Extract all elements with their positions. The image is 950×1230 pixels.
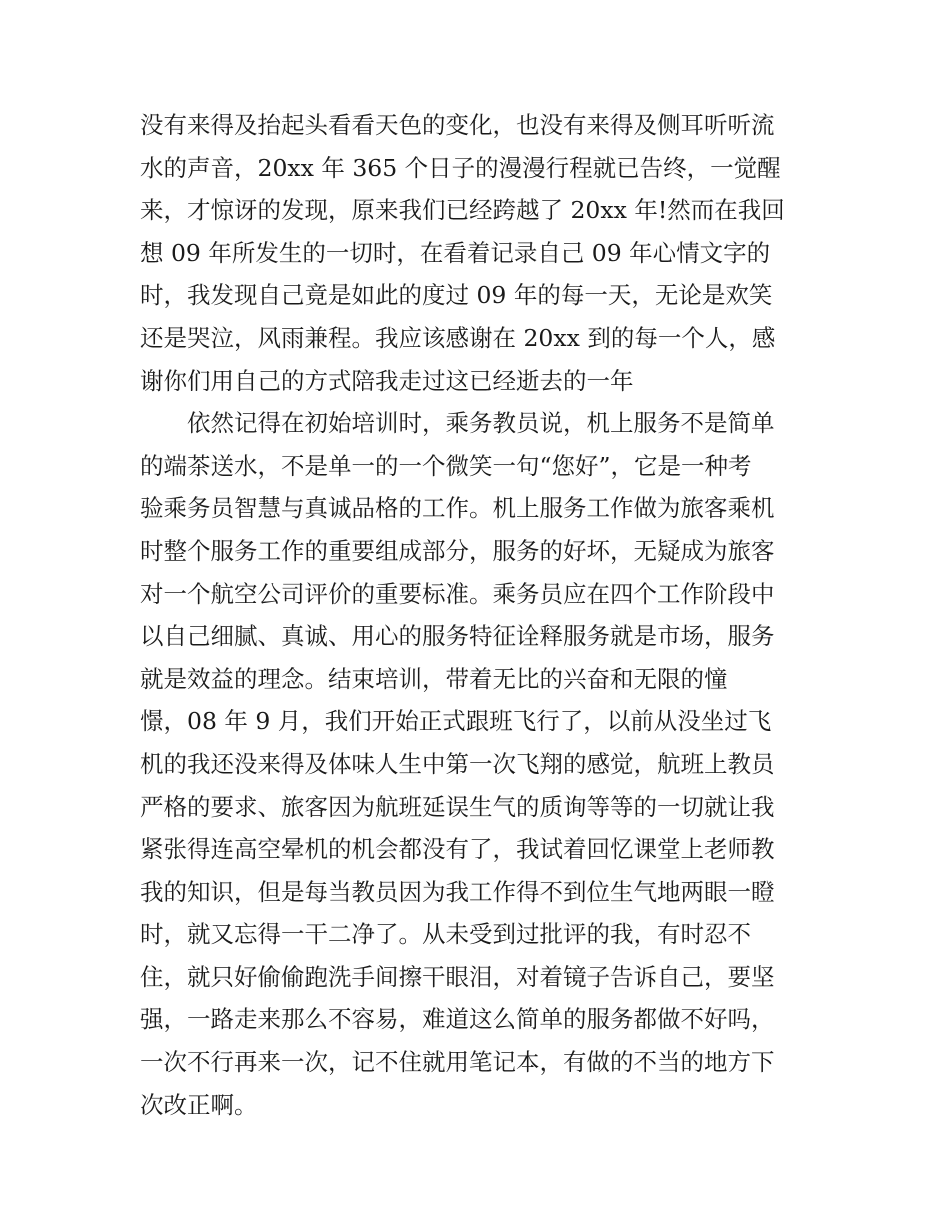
text-line: 以自己细腻、真诚、用心的服务特征诠释服务就是市场，服务 — [140, 622, 775, 651]
text-line: 对一个航空公司评价的重要标准。乘务员应在四个工作阶段中 — [140, 579, 775, 608]
text-line: 没有来得及抬起头看看天色的变化，也没有来得及侧耳听听流 — [140, 111, 775, 139]
text-line: 验乘务员智慧与真诚品格的工作。机上服务工作做为旅客乘机 — [140, 494, 775, 523]
text-line: 时整个服务工作的重要组成部分，服务的好坏，无疑成为旅客 — [140, 536, 775, 565]
text-line: 紧张得连高空晕机的机会都没有了，我试着回忆课堂上老师教 — [140, 835, 775, 864]
text-line: 我的知识，但是每当教员因为我工作得不到位生气地两眼一瞪 — [140, 877, 775, 906]
text-line: 强，一路走来那么不容易，难道这么简单的服务都做不好吗， — [140, 1005, 775, 1034]
text-line: 就是效益的理念。结束培训，带着无比的兴奋和无限的憧 — [140, 664, 728, 693]
text-line: 谢你们用自己的方式陪我走过这已经逝去的一年 — [140, 366, 634, 395]
text-line: 水的声音，20xx 年 365 个日子的漫漫行程就已告终，一觉醒 — [140, 153, 781, 182]
text-line: 住，就只好偷偷跑洗手间擦干眼泪，对着镜子告诉自己，要坚 — [140, 962, 775, 991]
text-line: 次改正啊。 — [140, 1090, 258, 1119]
paragraph-1 — [140, 104, 820, 402]
text-line: 时，我发现自己竟是如此的度过 09 年的每一天，无论是欢笑 — [140, 281, 773, 310]
paragraph-2 — [140, 402, 820, 1126]
text-line: 严格的要求、旅客因为航班延误生气的质询等等的一切就让我 — [140, 792, 775, 821]
text-line: 想 09 年所发生的一切时，在看着记录自己 09 年心情文字的 — [140, 238, 771, 267]
text-line: 的端茶送水，不是单一的一个微笑一句“您好”，它是一种考 — [140, 451, 752, 480]
text-line: 依然记得在初始培训时，乘务教员说，机上服务不是简单 — [187, 409, 775, 438]
text-line: 憬，08 年 9 月，我们开始正式跟班飞行了，以前从没坐过飞 — [140, 707, 772, 736]
text-line: 来，才惊讶的发现，原来我们已经跨越了 20xx 年!然而在我回 — [140, 196, 785, 225]
text-line: 时，就又忘得一干二净了。从未受到过批评的我，有时忍不 — [140, 920, 751, 949]
body-text — [140, 104, 820, 1126]
text-line: 一次不行再来一次，记不住就用笔记本，有做的不当的地方下 — [140, 1048, 775, 1077]
text-line: 还是哭泣，风雨兼程。我应该感谢在 20xx 到的每一个人，感 — [140, 323, 776, 352]
text-line: 机的我还没来得及体味人生中第一次飞翔的感觉，航班上教员 — [140, 749, 775, 778]
